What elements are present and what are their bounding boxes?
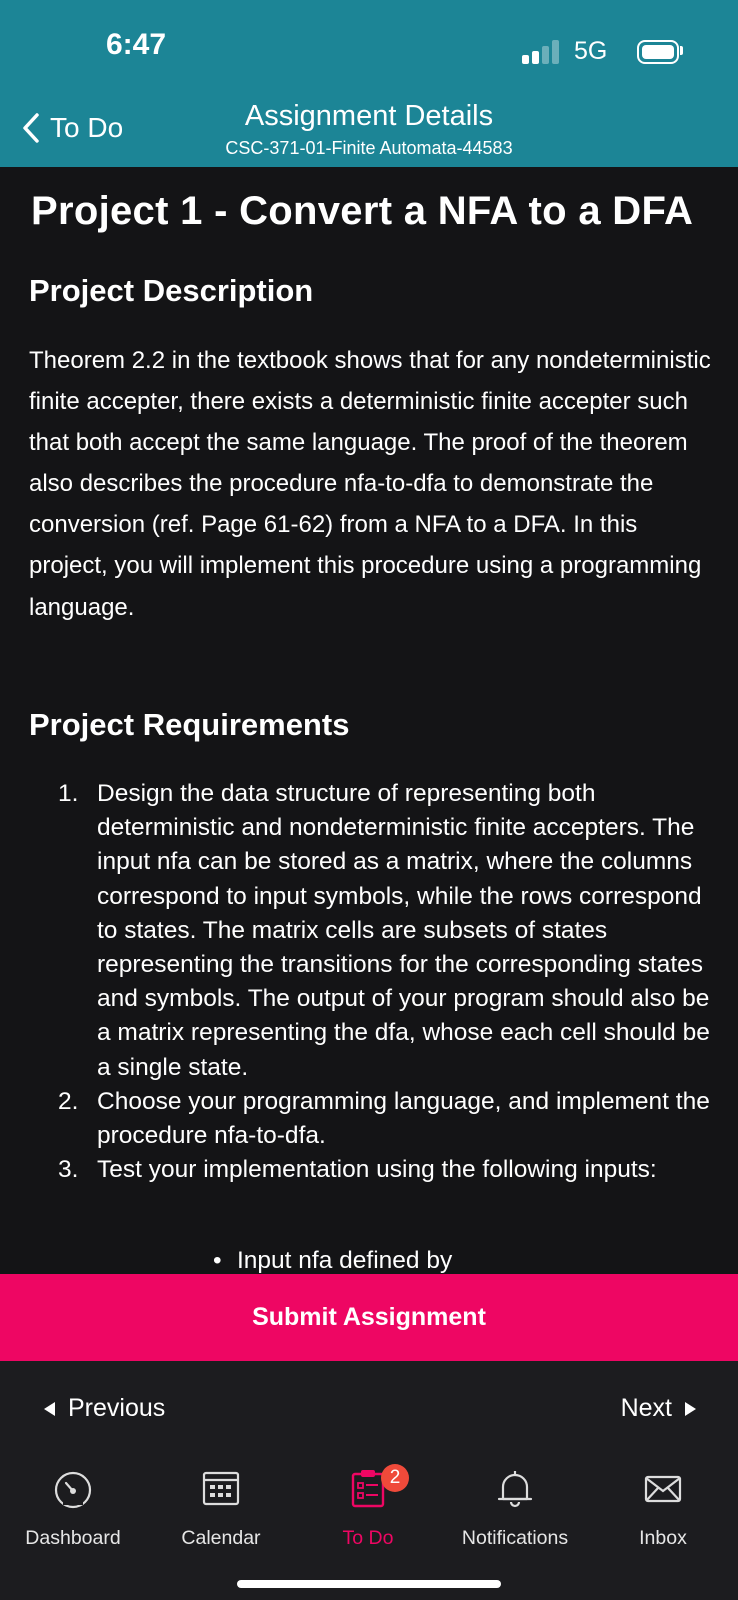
bullet: •: [213, 1247, 222, 1274]
previous-label: Previous: [68, 1394, 166, 1422]
list-item-text: Choose your programming language, and implement the procedure nfa-to-dfa.: [97, 1087, 710, 1150]
assignment-title: Project 1 - Convert a NFA to a DFA: [31, 189, 694, 233]
list-item-text: Input nfa defined by: [237, 1247, 453, 1274]
tab-bar: [0, 1458, 738, 1600]
tab-label: Calendar: [181, 1527, 261, 1549]
tab-label: To Do: [342, 1527, 394, 1549]
list-item: [55, 777, 725, 1085]
next-button[interactable]: [621, 1394, 696, 1423]
tab-label: Inbox: [639, 1527, 687, 1549]
list-item: [55, 1153, 725, 1187]
battery-nub: [680, 46, 683, 55]
list-item-text: Design the data structure of representing both deterministic and nondeterministic finite accepters. The input nfa can be stored as a matrix, where the columns correspond to input symbols, while the rows correspond to states. The matrix cells are subsets of states representing the transitions for the corresponding states and symbols. The output of your program should also be a matrix representing the dfa, whose each cell should be a single state.: [97, 780, 710, 1081]
app-header: [0, 0, 738, 167]
nav-subtitle: CSC-371-01-Finite Automata-44583: [225, 138, 513, 158]
bell-icon: [493, 1466, 537, 1510]
list-item: [125, 1244, 738, 1274]
description-text: Theorem 2.2 in the textbook shows that for any nondeterministic finite accepter, there exists a deterministic finite accepter such that both accept the same language. The proof of the theorem also describes the procedure nfa-to-dfa to demonstrate the conversion (ref. Page 61-62) from a NFA to a DFA. In this project, you will implement this procedure using a programming language.: [29, 347, 711, 621]
next-label: Next: [620, 1394, 672, 1422]
list-number: 2.: [58, 1087, 79, 1115]
list-item-text: Test your implementation using the following inputs:: [97, 1156, 657, 1184]
todo-count-badge: 2: [381, 1464, 409, 1492]
signal-icon: [522, 40, 562, 64]
list-number: 1.: [58, 780, 79, 807]
assignment-content[interactable]: [0, 167, 738, 1274]
back-label: To Do: [50, 112, 124, 143]
requirements-list: [55, 777, 725, 1187]
tab-label: Dashboard: [25, 1527, 121, 1549]
submit-assignment-button[interactable]: Submit Assignment: [0, 1274, 738, 1361]
envelope-icon: [641, 1466, 685, 1510]
triangle-right-icon: [684, 1402, 696, 1416]
triangle-left-icon: [44, 1402, 56, 1416]
sub-requirements-list: [55, 1244, 738, 1274]
calendar-icon: [199, 1466, 243, 1510]
list-number: 3.: [58, 1156, 79, 1184]
home-indicator[interactable]: [237, 1580, 501, 1588]
description-heading: Project Description: [29, 273, 314, 308]
requirements-heading: Project Requirements: [29, 707, 350, 742]
network-type: 5G: [574, 37, 608, 65]
dashboard-icon: [51, 1466, 95, 1510]
list-item: [55, 1085, 725, 1153]
status-time: 6:47: [106, 28, 167, 61]
tab-label: Notifications: [461, 1527, 569, 1549]
pager-bar: [0, 1361, 738, 1459]
previous-button[interactable]: [44, 1394, 165, 1423]
battery-icon: [637, 40, 679, 64]
nav-title: Assignment Details: [244, 100, 494, 132]
